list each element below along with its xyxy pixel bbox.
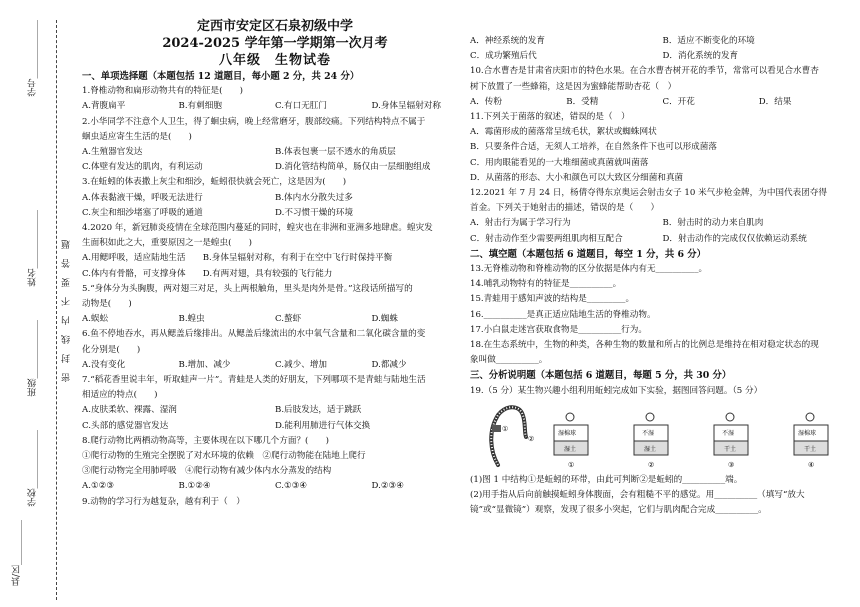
earthworm-experiment-figure <box>470 401 855 471</box>
exam-title: 2024-2025 学年第一学期第一次月考 <box>162 36 388 51</box>
name-label: 姓名_____________ <box>28 210 38 287</box>
question-7: 7.“稻花香里说丰年，听取蛙声一片”。青蛙是人类的好朋友，下列哪项不是青蛙与陆地生活 相适应的特点( ) A.皮肤柔软、裸露、湿润 B.后肢发达，适于跳跃 C.头部的感觉器官发达 D.能利用肺进行气体交换 <box>82 375 426 431</box>
school-title: 定西市安定区石泉初级中学 <box>196 19 353 34</box>
class-label: 班级_____________ <box>28 320 38 397</box>
figure-svg <box>470 401 855 471</box>
sun-icon <box>726 413 734 421</box>
question-6: 6.鱼不停地吞水，再从鳃盖后缘排出。从鳃盖后缘流出的水中氧气含量和二氧化碳含量的变 化分别是( ) A.没有变化 B.增加、减少 C.减少、增加 D.都减少 <box>82 329 426 370</box>
svg-text:湿土: 湿土 <box>564 445 577 453</box>
seal-line <box>56 20 57 600</box>
subject-title: 八年级 生物试卷 <box>218 53 331 68</box>
question-10: 10.合水曹杏是甘肃省庆阳市的特色水果。在合水曹杏树开花的季节，常常可以看见合水曹杏 树下放置了一些蜂箱，这是因为蜜蜂能帮助杏花（ ） A．传粉 B．受精 C．开花 D．结果 <box>470 66 819 107</box>
question-5: 5.“身体分为头胸腹，两对翅三对足，头上两根触角，里头是肉外是骨。”这段话所描写的 动物是( ) A.蜈蚣 B.蝗虫 C.螯虾 D.蜘蛛 <box>82 283 413 325</box>
fill-14: 14.哺乳动物特有的特征是__________。 <box>470 279 622 290</box>
question-3: 3.在蚯蚓的体表撒上灰尘和细沙，蚯蚓很快就会死亡，这是因为( ) A.体表黏液干燥，呼吸无法进行 B.体内水分散失过多 C.灰尘和细沙堵塞了呼吸的通道 D.不习惯干燥的环境 <box>82 177 354 218</box>
fill-17: 17.小白鼠走迷宫获取食物是__________行为。 <box>470 324 647 335</box>
svg-text:湿土: 湿土 <box>644 445 657 453</box>
jar-3 <box>714 413 748 469</box>
svg-text:不湿: 不湿 <box>642 429 655 437</box>
question-4: 4.2020 年，新冠肺炎疫情在全球范围内蔓延的同时，蝗灾也在非洲和亚洲多地肆虐。蝗灾发 生面积如此之大，重要原因之一是蝗虫( ) A.用鳃呼吸，适应陆地生活 B.身体呈辐射对称，有利于在空中飞行时保持平衡 C.体内有骨骼，可支撑身体 D.有两对翅，具有较强的飞行能力 <box>82 223 433 279</box>
binding-margin <box>0 0 72 607</box>
fill-15: 15.青蛙用于感知声波的结构是_________。 <box>470 294 635 305</box>
svg-text:不湿: 不湿 <box>722 429 735 437</box>
question-2: 2.小华同学不注意个人卫生，得了蛔虫病，晚上经常磨牙，腹部绞痛。下列结构特点不属于 蛔虫适应寄生生活的是( ) A.生殖器官发达 B.体表包裹一层不透水的角质层 C.体壁有发达的肌肉，有利运动 D.消化管结构简单，肠仅由一层细胞组成 <box>82 116 431 173</box>
section-1-heading: 一、单项选择题（本题包括 12 道题目，每小题 2 分，共 24 分） <box>82 71 360 82</box>
svg-text:②: ② <box>648 460 655 469</box>
fill-16: 16.__________是真正适应陆地生活的脊椎动物。 <box>470 309 656 320</box>
school-label: 学校_____________ <box>28 430 38 507</box>
student-id-label: 学号_____________ <box>28 20 38 97</box>
section-2-heading: 二、填空题（本题包括 6 道题目，每空 1 分，共 6 分） <box>470 248 707 260</box>
sun-icon <box>806 413 814 421</box>
fill-18: 18.在生态系统中，生物的种类，各种生物的数量和所占的比例总是维持在相对稳定状态的现 <box>470 340 819 351</box>
question-9-stem: 9.动物的学习行为越复杂，越有利于（ ） <box>82 496 245 507</box>
svg-text:③: ③ <box>728 460 735 469</box>
question-19-stem: 19.（5 分）某生物兴趣小组利用蚯蚓完成如下实验，据图回答问题。（5 分） <box>470 385 763 396</box>
svg-text:④: ④ <box>808 460 815 469</box>
svg-text:湿棉球: 湿棉球 <box>798 429 817 437</box>
svg-text:干土: 干土 <box>804 445 817 453</box>
fill-13: 13.无脊椎动物和脊椎动物的区分依据是体内有无__________。 <box>470 264 708 275</box>
earthworm-drawing <box>491 407 526 465</box>
svg-text:干土: 干土 <box>724 445 737 453</box>
question-11: 11.下列关于菌落的叙述，错误的是（ ） A．霉菌形成的菌落常呈绒毛状，絮状或蜘蛛网状 B．只要条件合适，无须人工培养，在自然条件下也可以形成菌落 C．用肉眼能看见的一大堆细菌或真菌就叫菌落 D．从菌落的形态、大小和颜色可以大致区分细菌和真菌 <box>470 112 717 183</box>
jar-4 <box>794 413 828 469</box>
district-label: 县/区__________ <box>12 520 22 587</box>
seal-notice: 密封线内不要答题 <box>62 230 72 382</box>
question-19-part-2: (2)用手指从后向前触摸蚯蚓身体腹面，会有粗糙不平的感觉。用__________（填写“放大 <box>470 490 805 501</box>
label-2: ② <box>528 434 535 443</box>
question-1: 1.脊椎动物和扁形动物共有的特征是( ) A.背腹扁平 B.有刺细胞 C.有口无肛门 D.身体呈辐射对称 <box>82 86 441 112</box>
svg-text:湿棉球: 湿棉球 <box>558 429 577 437</box>
question-9-options: A．神经系统的发育 B．适应不断变化的环境 C．成功繁殖后代 D．消化系统的发育 <box>470 36 755 62</box>
question-8: 8.爬行动物比两栖动物高等，主要体现在以下哪几个方面？( ) ①爬行动物的生殖完全摆脱了对水环境的依赖 ②爬行动物能在陆地上爬行 ③爬行动物完全用肺呼吸 ④爬行动物有减少体内水分蒸发的结构 A.①②③ B.①②④ C.①③④ D.②③④ <box>82 435 404 492</box>
jar-2 <box>634 413 668 469</box>
sun-icon <box>646 413 654 421</box>
left-column <box>82 18 468 510</box>
section-3-heading: 三、分析说明题（本题包括 6 道题目，每题 5 分，共 30 分） <box>470 370 732 382</box>
sun-icon <box>566 413 574 421</box>
label-1: ① <box>502 424 509 433</box>
svg-text:①: ① <box>568 460 575 469</box>
clitellum-mark <box>492 425 501 432</box>
jar-1 <box>554 413 588 469</box>
question-19-part-1: (1)图 1 中结构①是蚯蚓的环带，由此可判断②是蚯蚓的__________端。 <box>470 474 743 485</box>
question-12: 12.2021 年 7 月 24 日，杨倩夺得东京奥运会射击女子 10 米气步枪金牌，为中国代表团夺得 首金。下列关于她射击的描述，错误的是（ ） A．射击行为属于学习行为 B．射击时的动力来自肌肉 C．射击动作至少需要两组肌肉相互配合 D．射击动作的完成仅仅依赖运动系统 <box>470 188 827 244</box>
right-column: A．神经系统的发育 B．适应不断变化的环境 C．成功繁殖后代 D．消化系统的发育 10.合水曹杏是甘肃省庆阳市的特色水果。在合水曹杏树开花的季节，常常可以看见合水曹杏 树下放置了一些蜂箱，这是因为蜜蜂能帮助杏花（ ） A．传粉 B．受精 C．开花 D．结果 11.下列关于菌落的叙述，错误的是（ ） A．霉菌形成的菌落常呈绒毛状，絮状或蜘蛛网状 B．只要条件合适，无须人工培养，在自然条件下也可以形成菌落 C．用肉眼能看见的一大堆细菌或真菌就叫菌落 D．从菌落的形态、大小和颜色可以大致区分细菌和真菌 12.2021 年 7 月 24 日，杨倩夺得东京奥运会射击女子 10 米气步枪金牌，为中国代表团夺得 首金。下列关于她射击的描述，错误的是（ ） A．射击行为属于学习行为 B．射击时的动力来自肌肉 C．射击动作至少需要两组肌肉相互配合 D．射击动作的完成仅仅依赖运动系统 二、填空题（本题包括 6 道题目，每空 1 分，共 6 分） 13.无脊椎动物和脊椎动物的区分依据是体内有无__________。 14.哺乳动物特有的特征是__________。 15.青蛙用于感知声波的结构是_________。 16.__________是真正适应陆地生活的脊椎动物。 17.小白鼠走迷宫获取食物是__________行为。 18.在生态系统中，生物的种类，各种生物的数量和所占的比例总是维持在相对稳定状态的现 象叫做__________。 三、分析说明题（本题包括 6 道题目，每题 5 分，共 30 分） 19.（5 分）某生物兴趣小组利用蚯蚓完成如下实验，据图回答问题。（5 分） ① ② 湿棉球 湿土 ① 不湿 湿土 ② 不湿 干土 ③ 湿棉球 干土 ④ (1)图 1 中结构①是蚯蚓的环带，由此可判断②是蚯蚓的__________端。 (2)用手指从后向前触摸蚯蚓身体腹面，会有粗糙不平的感觉。用__________（填写“放大 镜”或“显微镜”）观察，发现了很多小突起，它们与肌肉配合完成__________。 <box>470 34 855 518</box>
